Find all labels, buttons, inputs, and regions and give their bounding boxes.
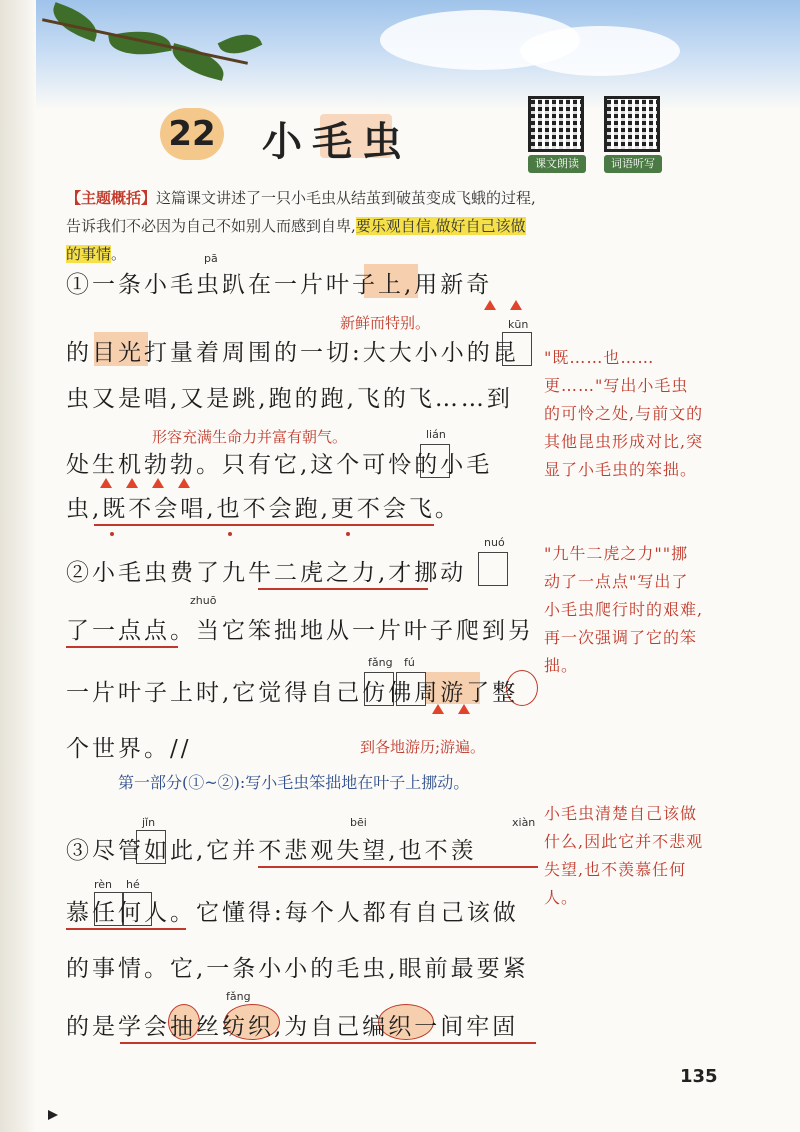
paragraph-3-line: 慕任何人。它懂得:每个人都有自己该做 (66, 900, 519, 926)
note-zhouyou: 到各地游历;游遍。 (360, 738, 486, 756)
marker-triangle (100, 478, 112, 488)
section-summary: 第一部分(①~②):写小毛虫笨拙地在叶子上挪动。 (118, 773, 470, 792)
paragraph-3-line: 的事情。它,一条小小的毛虫,眼前最要紧 (66, 956, 529, 982)
paragraph-1-line: 虫,既不会唱,也不会跑,更不会飞。 (66, 496, 461, 522)
marker-triangle (178, 478, 190, 488)
page-corner-marker (48, 1110, 58, 1120)
pinyin-fang2: fǎng (226, 990, 251, 1003)
pinyin-zhuo: zhuō (190, 594, 217, 607)
note-shengji: 形容充满生命力并富有朝气。 (152, 428, 348, 446)
pinyin-fang: fǎng (368, 656, 393, 669)
theme-summary (66, 184, 536, 268)
qr-card-dictation[interactable] (604, 96, 662, 173)
summary-label: 【主题概括】 (66, 189, 157, 207)
paragraph-3-line: ③尽管如此,它并不悲观失望,也不羡 (66, 838, 477, 864)
page-title: 小毛虫 (262, 119, 412, 165)
summary-highlight: 要乐观自信,做好自己该做的事情 (66, 217, 526, 263)
emphasis-dot (346, 532, 350, 536)
pinyin-nuo: nuó (484, 536, 505, 549)
red-underline (258, 588, 428, 590)
lesson-number: 22 (160, 108, 224, 160)
red-underline (94, 524, 434, 526)
pinyin-xian: xiàn (512, 816, 536, 829)
pinyin-he: hé (126, 878, 140, 891)
paragraph-3-line: 的是学会抽丝纺织,为自己编织一间牢固 (66, 1014, 519, 1040)
pinyin-ren: rèn (94, 878, 113, 891)
red-underline (258, 866, 538, 868)
red-underline (66, 646, 178, 648)
pinyin-pa: pā (204, 252, 218, 265)
pinyin-lian: lián (426, 428, 446, 441)
paragraph-1-line: ①一条小毛虫趴在一片叶子上,用新奇 (66, 272, 493, 298)
emphasis-dot (110, 532, 114, 536)
qr-card-reading[interactable] (528, 96, 586, 173)
char-box (478, 552, 508, 586)
paragraph-1-line: 虫又是唱,又是跳,跑的跑,飞的飞……到 (66, 386, 513, 412)
paragraph-2-line: 一片叶子上时,它觉得自己仿佛周游了整 (66, 680, 519, 706)
qr-label: 词语听写 (604, 155, 662, 173)
paragraph-2-line: 了一点点。当它笨拙地从一片叶子爬到另 (66, 618, 534, 644)
side-note-3: 小毛虫清楚自己该做什么,因此它并不悲观失望,也不羡慕任何人。 (544, 804, 704, 907)
note-xinqi: 新鲜而特别。 (340, 314, 431, 332)
page-number: 135 (680, 1066, 718, 1087)
red-underline (120, 1042, 536, 1044)
cloud-illustration (520, 26, 680, 76)
paragraph-1-line: 处生机勃勃。只有它,这个可怜的小毛 (66, 452, 493, 478)
marker-triangle (432, 704, 444, 714)
pinyin-fu: fú (404, 656, 415, 669)
pinyin-kun: kūn (508, 318, 529, 331)
marker-triangle (126, 478, 138, 488)
paragraph-2-line: 个世界。// (66, 736, 192, 762)
side-note-1: "既……也……更……"写出小毛虫的可怜之处,与前文的其他昆虫形成对比,突显了小毛虫的笨拙。 (544, 348, 704, 479)
qr-code-icon (528, 96, 584, 152)
pinyin-bei: bēi (350, 816, 367, 829)
marker-triangle (484, 300, 496, 310)
marker-triangle (152, 478, 164, 488)
paragraph-1-line: 的目光打量着周围的一切:大大小小的昆 (66, 340, 519, 366)
summary-end: 。 (111, 245, 127, 263)
marker-triangle (458, 704, 470, 714)
tree-branch-illustration (40, 0, 260, 100)
summary-text: 这篇课文讲述了一只小毛虫从结茧到破茧变成飞蛾的过程,告诉我们不必因为自己不如别人而感到自卑, (66, 189, 536, 235)
marker-triangle (510, 300, 522, 310)
pinyin-jin: jǐn (142, 816, 156, 829)
red-underline (66, 928, 186, 930)
side-note-2: "九牛二虎之力""挪动了一点点"写出了小毛虫爬行时的艰难,再一次强调了它的笨拙。 (544, 544, 704, 675)
qr-label: 课文朗读 (528, 155, 586, 173)
qr-code-icon (604, 96, 660, 152)
paragraph-2-line: ②小毛虫费了九牛二虎之力,才挪动 (66, 560, 467, 586)
book-spine-shadow (0, 0, 36, 1132)
emphasis-dot (228, 532, 232, 536)
